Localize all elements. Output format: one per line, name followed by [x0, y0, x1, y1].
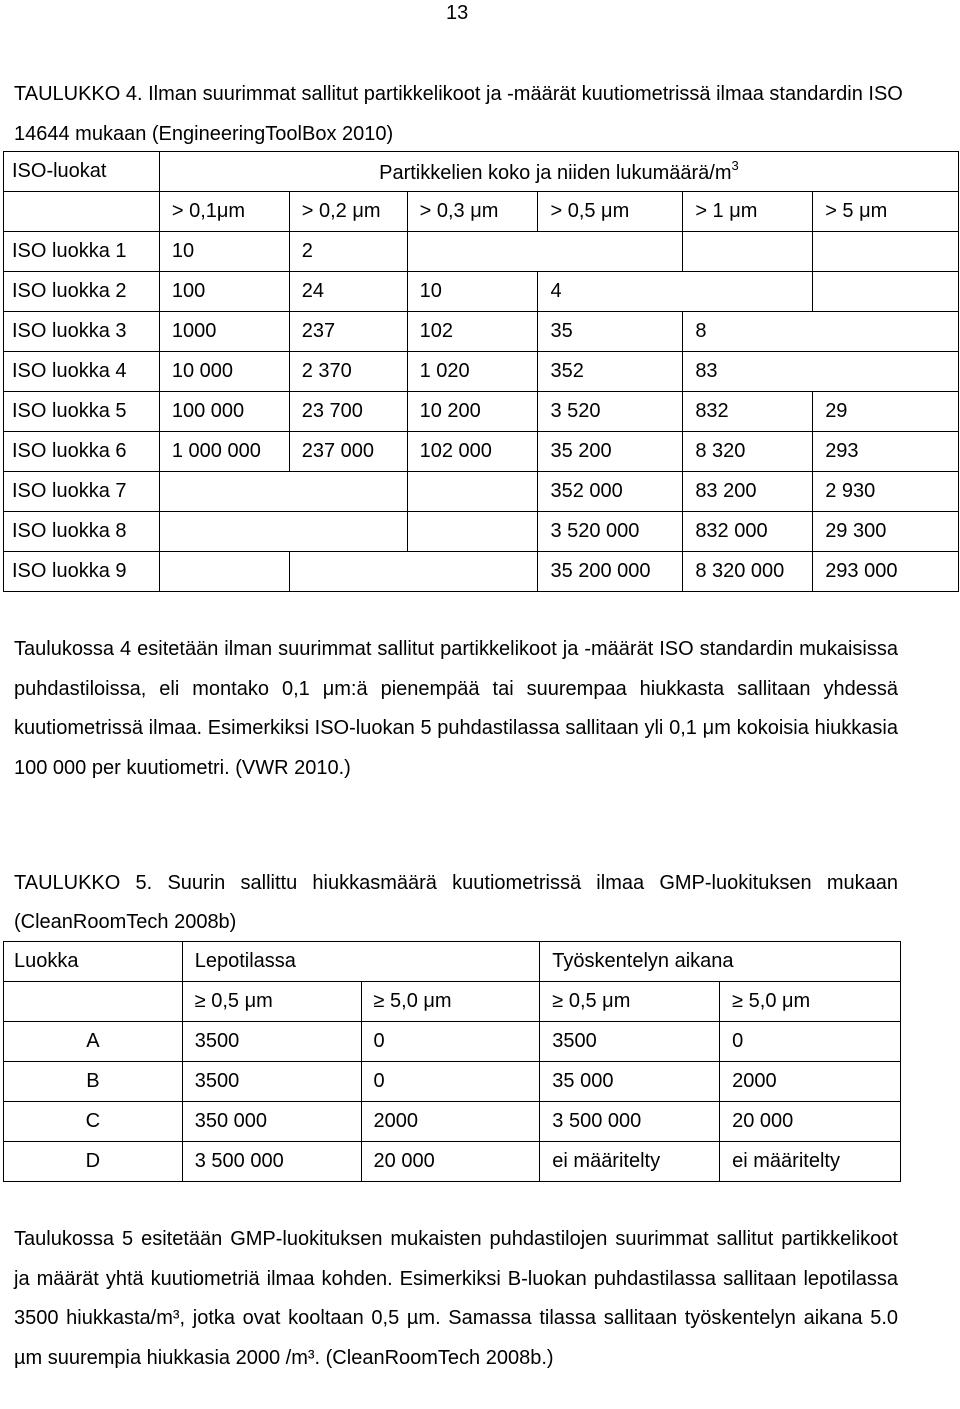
table-cell: 8 320 000: [683, 552, 813, 592]
table-cell: 83 200: [683, 472, 813, 512]
table-cell: [813, 272, 959, 312]
size-subhead: ≥ 0,5 μm: [182, 982, 361, 1022]
table-cell: 35 200: [538, 432, 683, 472]
table-cell: 83: [683, 352, 959, 392]
table-cell: 8: [683, 312, 959, 352]
table-cell: 2 370: [289, 352, 407, 392]
table-cell: [159, 472, 407, 512]
gmp-class-label: D: [4, 1142, 183, 1182]
table-cell: 1 000 000: [159, 432, 289, 472]
table-cell: [159, 512, 407, 552]
iso-class-label: ISO luokka 4: [4, 352, 160, 392]
table5-col-luokka: Luokka: [4, 942, 183, 982]
table-cell: 10: [407, 272, 538, 312]
table-cell: 2: [289, 232, 407, 272]
iso-class-label: ISO luokka 5: [4, 392, 160, 432]
iso-class-label: ISO luokka 9: [4, 552, 160, 592]
table-cell: 3 520: [538, 392, 683, 432]
table-row: [4, 552, 959, 592]
table-row: [4, 512, 959, 552]
iso-class-label: ISO luokka 6: [4, 432, 160, 472]
table-cell: 352 000: [538, 472, 683, 512]
table5-caption: TAULUKKO 5. Suurin sallittu hiukkasmäärä kuutiometrissä ilmaa GMP-luokituksen mukaan (CleanRoomTech 2008b): [14, 872, 898, 933]
table-cell: 0: [361, 1022, 540, 1062]
iso-class-label: ISO luokka 3: [4, 312, 160, 352]
table-cell: 35: [538, 312, 683, 352]
size-subhead: ≥ 5,0 μm: [361, 982, 540, 1022]
table-cell: 102: [407, 312, 538, 352]
size-head: > 0,3 μm: [407, 192, 538, 232]
table-cell: 29 300: [813, 512, 959, 552]
table5-col-work: Työskentelyn aikana: [540, 942, 901, 982]
iso-class-label: ISO luokka 8: [4, 512, 160, 552]
table-cell: 2000: [361, 1102, 540, 1142]
table-row: [4, 272, 959, 312]
iso-class-label: ISO luokka 1: [4, 232, 160, 272]
table-cell: 293: [813, 432, 959, 472]
table-cell: 0: [361, 1062, 540, 1102]
table-cell: 237 000: [289, 432, 407, 472]
table-cell: 1000: [159, 312, 289, 352]
table-row: [4, 392, 959, 432]
table-cell: [407, 512, 538, 552]
table-cell: [813, 232, 959, 272]
table-cell: 102 000: [407, 432, 538, 472]
iso-class-label: ISO luokka 7: [4, 472, 160, 512]
gmp-class-label: A: [4, 1022, 183, 1062]
paragraph-table5: Taulukossa 5 esitetään GMP-luokituksen mukaisten puhdastilojen suurimmat sallitut partikkelikoot ja määrät yhtä kuutiometriä ilmaa kohden. Esimerkiksi B-luokan puhdastilassa sallitaan lepotilassa 3500 hiukkasta/m³, jotka ovat kooltaan 0,5 µm. Samassa tilassa sallitaan työskentelyn aikana 5.0 µm suurempia hiukkasia 2000 /m³. (CleanRoomTech 2008b.): [14, 1228, 898, 1369]
table4-empty-cell: [4, 192, 160, 232]
size-head: > 0,5 μm: [538, 192, 683, 232]
table5: [3, 941, 901, 1182]
table-cell: ei määritelty: [720, 1142, 901, 1182]
table-cell: 832 000: [683, 512, 813, 552]
table-cell: 352: [538, 352, 683, 392]
table-cell: 832: [683, 392, 813, 432]
table-cell: [407, 232, 683, 272]
table-cell: 4: [538, 272, 813, 312]
table-cell: 2 930: [813, 472, 959, 512]
table-row: [4, 432, 959, 472]
table-cell: 3 500 000: [182, 1142, 361, 1182]
table-cell: [159, 552, 289, 592]
table-cell: 10: [159, 232, 289, 272]
table-row: [4, 1102, 901, 1142]
size-head: > 0,2 μm: [289, 192, 407, 232]
table-cell: 3500: [182, 1062, 361, 1102]
table-cell: 237: [289, 312, 407, 352]
table-cell: 8 320: [683, 432, 813, 472]
size-head: > 5 μm: [813, 192, 959, 232]
table-cell: 23 700: [289, 392, 407, 432]
table-cell: 3500: [182, 1022, 361, 1062]
table-cell: 3 500 000: [540, 1102, 720, 1142]
iso-class-label: ISO luokka 2: [4, 272, 160, 312]
table5-empty-cell: [4, 982, 183, 1022]
table-cell: 10 200: [407, 392, 538, 432]
table-cell: [407, 472, 538, 512]
table-cell: 10 000: [159, 352, 289, 392]
table-cell: [683, 232, 813, 272]
table-cell: 35 200 000: [538, 552, 683, 592]
table-row: [4, 1022, 901, 1062]
table-cell: 293 000: [813, 552, 959, 592]
gmp-class-label: B: [4, 1062, 183, 1102]
table-cell: 350 000: [182, 1102, 361, 1142]
table-cell: 29: [813, 392, 959, 432]
table-row: [4, 352, 959, 392]
table-cell: 2000: [720, 1062, 901, 1102]
page-number: 13: [446, 2, 469, 24]
table-row: [4, 1142, 901, 1182]
table-cell: 3500: [540, 1022, 720, 1062]
table-cell: 24: [289, 272, 407, 312]
table4-caption: TAULUKKO 4. Ilman suurimmat sallitut partikkelikoot ja -määrät kuutiometrissä ilmaa standardin ISO 14644 mukaan (EngineeringToolBox 2010): [14, 83, 903, 145]
size-subhead: ≥ 5,0 μm: [720, 982, 901, 1022]
size-head: > 0,1μm: [159, 192, 289, 232]
table5-col-rest: Lepotilassa: [182, 942, 540, 982]
table-cell: 1 020: [407, 352, 538, 392]
table-cell: ei määritelty: [540, 1142, 720, 1182]
size-head: > 1 μm: [683, 192, 813, 232]
table-cell: [289, 552, 538, 592]
table-cell: 3 520 000: [538, 512, 683, 552]
table-cell: 35 000: [540, 1062, 720, 1102]
paragraph-table4: Taulukossa 4 esitetään ilman suurimmat sallitut partikkelikoot ja -määrät ISO standardin mukaisissa puhdastiloissa, eli montako 0,1 μm:ä pienempää tai suurempaa hiukkasta sallitaan yhdessä kuutiometrissä ilmaa. Esimerkiksi ISO-luokan 5 puhdastilassa sallitaan yli 0,1 μm kokoisia hiukkasia 100 000 per kuutiometri. (VWR 2010.): [14, 638, 898, 779]
table4-group-head: Partikkelien koko ja niiden lukumäärä/$m^3$: [159, 152, 958, 192]
table4-col-head: ISO-luokat: [4, 152, 160, 192]
table-cell: 0: [720, 1022, 901, 1062]
table-row: [4, 1062, 901, 1102]
table-cell: 20 000: [720, 1102, 901, 1142]
table-cell: 20 000: [361, 1142, 540, 1182]
table-cell: 100: [159, 272, 289, 312]
table4: [3, 151, 959, 592]
table-cell: 100 000: [159, 392, 289, 432]
gmp-class-label: C: [4, 1102, 183, 1142]
table-row: [4, 312, 959, 352]
table-row: [4, 232, 959, 272]
size-subhead: ≥ 0,5 μm: [540, 982, 720, 1022]
table-row: [4, 472, 959, 512]
